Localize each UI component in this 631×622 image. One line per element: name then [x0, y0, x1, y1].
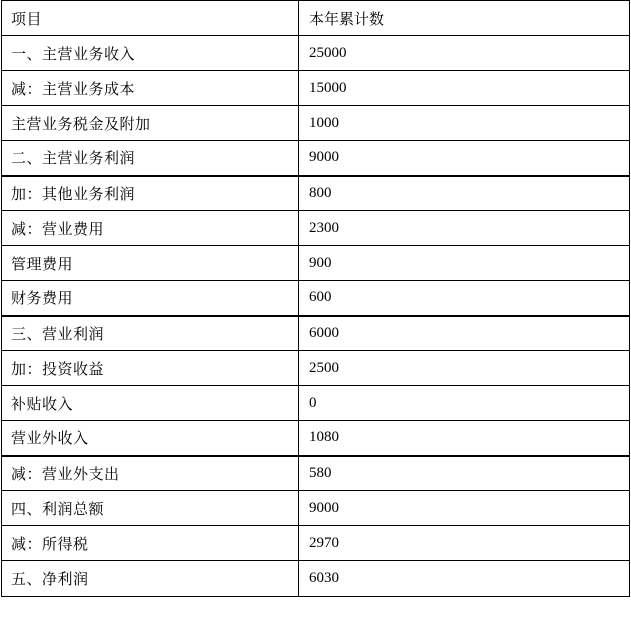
table-row [2, 176, 630, 211]
row-item: 五、净利润 [2, 561, 299, 597]
table-row [2, 281, 630, 316]
table-row [2, 316, 630, 351]
row-item: 加：其他业务利润 [2, 176, 299, 211]
row-value: 6030 [299, 561, 630, 597]
table-row [2, 421, 630, 456]
row-item: 减：营业外支出 [2, 456, 299, 491]
table-row [2, 246, 630, 281]
row-value: 25000 [299, 36, 630, 71]
row-value: 9000 [299, 141, 630, 176]
row-value: 6000 [299, 316, 630, 351]
row-item: 营业外收入 [2, 421, 299, 456]
table-row [2, 491, 630, 526]
row-value: 580 [299, 456, 630, 491]
row-item: 管理费用 [2, 246, 299, 281]
row-value: 1000 [299, 106, 630, 141]
row-item: 财务费用 [2, 281, 299, 316]
header-item: 项目 [2, 1, 299, 36]
table-row [2, 71, 630, 106]
table-header-row [2, 1, 630, 36]
header-value: 本年累计数 [299, 1, 630, 36]
row-value: 1080 [299, 421, 630, 456]
row-value: 800 [299, 176, 630, 211]
row-value: 2500 [299, 351, 630, 386]
table-row [2, 211, 630, 246]
row-value: 600 [299, 281, 630, 316]
income-statement-table [1, 0, 630, 597]
table-row [2, 351, 630, 386]
row-item: 三、营业利润 [2, 316, 299, 351]
row-value: 9000 [299, 491, 630, 526]
table-row [2, 561, 630, 597]
table-row [2, 106, 630, 141]
table-row [2, 526, 630, 561]
row-item: 减：主营业务成本 [2, 71, 299, 106]
table-row [2, 141, 630, 176]
row-value: 2970 [299, 526, 630, 561]
row-value: 2300 [299, 211, 630, 246]
row-value: 15000 [299, 71, 630, 106]
row-item: 补贴收入 [2, 386, 299, 421]
row-value: 900 [299, 246, 630, 281]
row-item: 主营业务税金及附加 [2, 106, 299, 141]
table-row [2, 36, 630, 71]
table-row [2, 456, 630, 491]
row-value: 0 [299, 386, 630, 421]
row-item: 加：投资收益 [2, 351, 299, 386]
row-item: 二、主营业务利润 [2, 141, 299, 176]
row-item: 减：所得税 [2, 526, 299, 561]
table-row [2, 386, 630, 421]
row-item: 四、利润总额 [2, 491, 299, 526]
row-item: 一、主营业务收入 [2, 36, 299, 71]
row-item: 减：营业费用 [2, 211, 299, 246]
